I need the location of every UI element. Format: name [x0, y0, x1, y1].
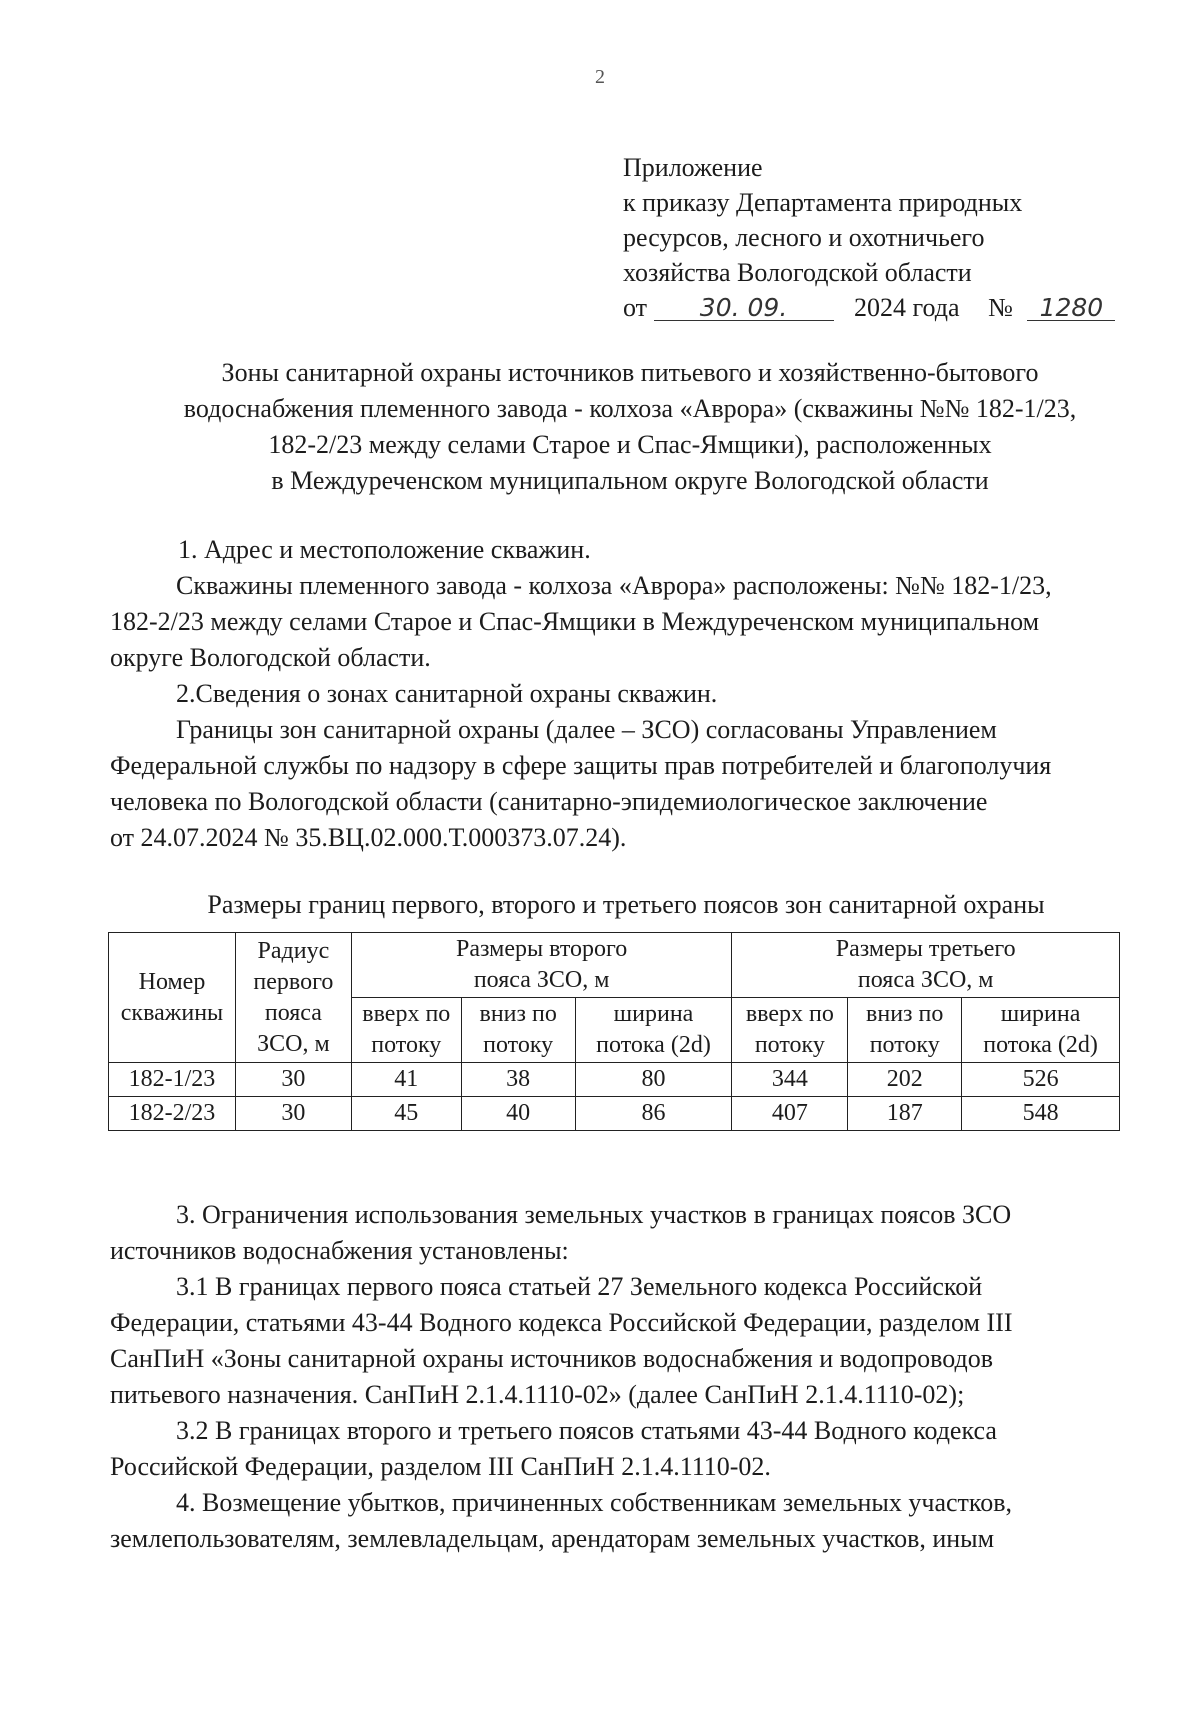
section-2-heading: 2.Сведения о зонах санитарной охраны скважин. — [176, 679, 718, 708]
cell-up3: 344 — [732, 1063, 848, 1097]
header-third-zone: Размеры третьего пояса ЗСО, м — [732, 933, 1120, 998]
header-first-radius: Радиус первого пояса ЗСО, м — [235, 933, 351, 1063]
cell-down2: 38 — [461, 1063, 575, 1097]
cell-w3: 526 — [962, 1063, 1120, 1097]
appendix-date-line — [623, 290, 1143, 325]
handwritten-date: 30. 09. — [654, 296, 834, 321]
section-3-1-line: 3.1 В границах первого пояса статьей 27 Земельного кодекса Российской — [176, 1272, 983, 1301]
cell-down2: 40 — [461, 1097, 575, 1131]
section-3-1-line: питьевого назначения. СанПиН 2.1.4.1110-02» (далее СанПиН 2.1.4.1110-02); — [110, 1380, 965, 1409]
section-3-line: 3. Ограничения использования земельных участков в границах поясов ЗСО — [176, 1200, 1012, 1229]
cell-up2: 45 — [351, 1097, 461, 1131]
title-line: Зоны санитарной охраны источников питьевого и хозяйственно-бытового — [221, 358, 1039, 387]
cell-w2: 80 — [575, 1063, 732, 1097]
cell-w3: 548 — [962, 1097, 1120, 1131]
appendix-line: ресурсов, лесного и охотничьего — [623, 223, 985, 252]
cell-well: 182-1/23 — [109, 1063, 236, 1097]
section-3-line: источников водоснабжения установлены: — [110, 1236, 569, 1265]
zones-table — [108, 932, 1120, 1131]
section-1-line: округе Вологодской области. — [110, 643, 431, 672]
section-1-line: Скважины племенного завода - колхоза «Аврора» расположены: №№ 182-1/23, — [176, 571, 1052, 600]
appendix-line: хозяйства Вологодской области — [623, 258, 972, 287]
section-3-2-line: Российской Федерации, разделом III СанПиН 2.1.4.1110-02. — [110, 1452, 771, 1481]
appendix-block — [623, 150, 1143, 325]
year-text: 2024 года — [854, 293, 960, 322]
section-3-1-line: Федерации, статьями 43-44 Водного кодекса Российской Федерации, разделом III — [110, 1308, 1013, 1337]
table-row — [109, 1097, 1120, 1131]
appendix-line: Приложение — [623, 153, 763, 182]
header-second-zone: Размеры второго пояса ЗСО, м — [351, 933, 732, 998]
header-upstream: вверх по потоку — [351, 998, 461, 1063]
document-title — [100, 355, 1160, 499]
header-width: ширина потока (2d) — [962, 998, 1120, 1063]
cell-r1: 30 — [235, 1097, 351, 1131]
cell-up2: 41 — [351, 1063, 461, 1097]
section-2-line: Федеральной службы по надзору в сфере защиты прав потребителей и благополучия — [110, 751, 1052, 780]
header-well-number: Номер скважины — [109, 933, 236, 1063]
cell-up3: 407 — [732, 1097, 848, 1131]
handwritten-number: 1280 — [1027, 296, 1115, 321]
cell-w2: 86 — [575, 1097, 732, 1131]
header-downstream: вниз по потоку — [848, 998, 962, 1063]
section-1-line: 182-2/23 между селами Старое и Спас-Ямщики в Междуреченском муниципальном — [110, 607, 1040, 636]
header-upstream: вверх по потоку — [732, 998, 848, 1063]
cell-well: 182-2/23 — [109, 1097, 236, 1131]
section-3 — [110, 1197, 1142, 1557]
section-1-heading: 1. Адрес и местоположение скважин. — [178, 535, 591, 564]
from-label: от — [623, 293, 648, 322]
section-3-2-line: 3.2 В границах второго и третьего поясов статьями 43-44 Водного кодекса — [176, 1416, 997, 1445]
cell-down3: 202 — [848, 1063, 962, 1097]
number-label: № — [988, 293, 1013, 322]
cell-r1: 30 — [235, 1063, 351, 1097]
header-width: ширина потока (2d) — [575, 998, 732, 1063]
section-1 — [110, 532, 1142, 856]
title-line: 182-2/23 между селами Старое и Спас-Ямщики), расположенных — [268, 430, 992, 459]
section-2-line: человека по Вологодской области (санитарно-эпидемиологическое заключение — [110, 787, 988, 816]
section-2-line: Границы зон санитарной охраны (далее – ЗСО) согласованы Управлением — [176, 715, 997, 744]
section-2-line: от 24.07.2024 № 35.ВЦ.02.000.Т.000373.07.24). — [110, 823, 627, 852]
appendix-line: к приказу Департамента природных — [623, 188, 1023, 217]
section-4-line: 4. Возмещение убытков, причиненных собственникам земельных участков, — [176, 1488, 1012, 1517]
section-3-1-line: СанПиН «Зоны санитарной охраны источников водоснабжения и водопроводов — [110, 1344, 994, 1373]
title-line: в Междуреченском муниципальном округе Вологодской области — [271, 466, 989, 495]
table-row — [109, 1063, 1120, 1097]
page-number: 2 — [595, 66, 605, 88]
section-4-line: землепользователям, землевладельцам, арендаторам земельных участков, иным — [110, 1524, 995, 1553]
table-caption: Размеры границ первого, второго и третьего поясов зон санитарной охраны — [207, 890, 1045, 919]
title-line: водоснабжения племенного завода - колхоза «Аврора» (скважины №№ 182-1/23, — [183, 394, 1077, 423]
table-header-row — [109, 933, 1120, 998]
cell-down3: 187 — [848, 1097, 962, 1131]
header-downstream: вниз по потоку — [461, 998, 575, 1063]
